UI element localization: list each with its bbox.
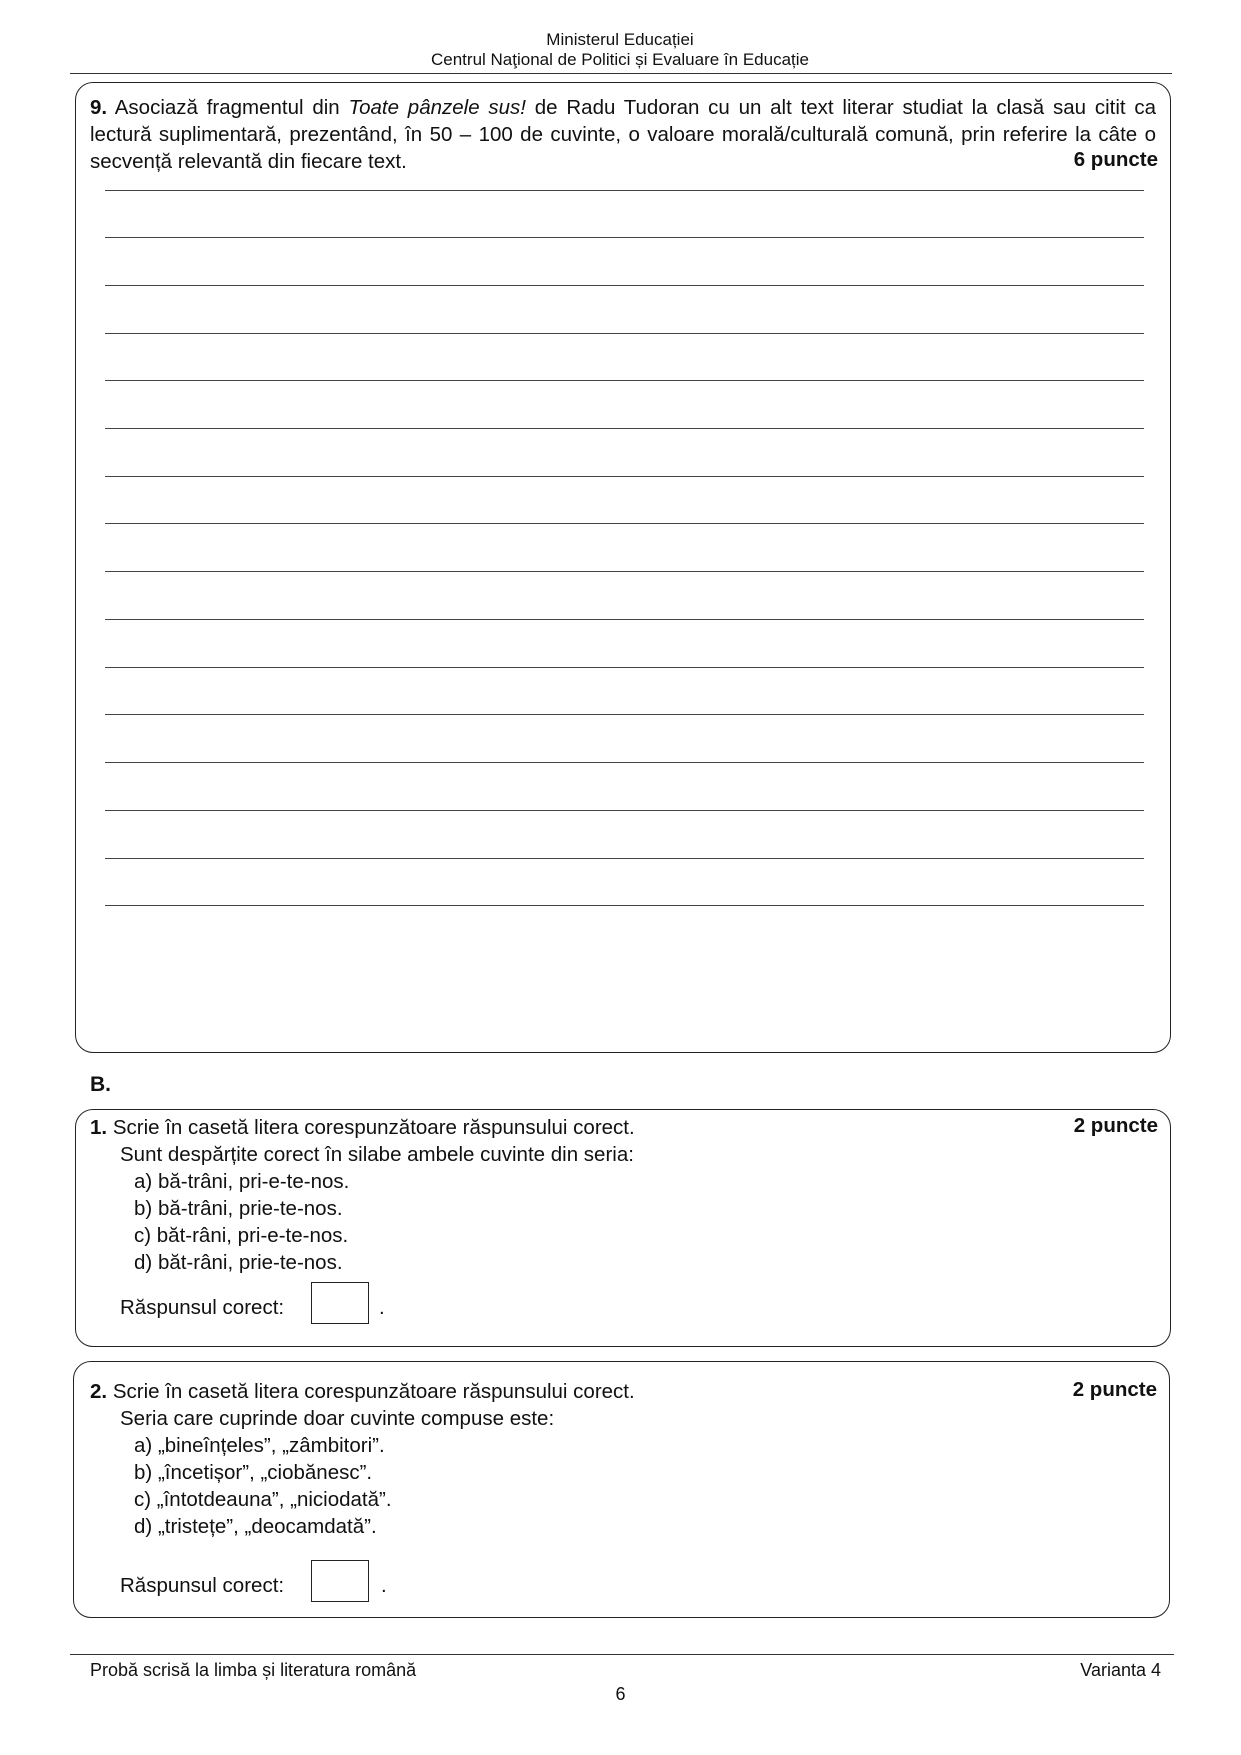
question-9-text-before: Asociază fragmentul din xyxy=(107,96,349,119)
answer-line-15[interactable] xyxy=(105,858,1144,859)
question-b1-number: 1. xyxy=(90,1116,108,1139)
answer-line-6[interactable] xyxy=(105,428,1144,429)
footer-divider xyxy=(70,1654,1174,1655)
answer-line-3[interactable] xyxy=(105,285,1144,286)
question-b1-points: 2 puncte xyxy=(1073,1114,1158,1137)
question-b2-answer-label: Răspunsul corect: xyxy=(120,1574,285,1597)
question-b1-instruction: Scrie în casetă litera corespunzătoare răspunsului corect. xyxy=(112,1116,635,1139)
question-b2-points: 2 puncte xyxy=(1072,1378,1157,1401)
answer-line-16[interactable] xyxy=(105,905,1144,906)
question-b2-number: 2. xyxy=(90,1380,108,1403)
question-b2-question: Seria care cuprinde doar cuvinte compuse este: xyxy=(120,1407,555,1430)
page-number: 6 xyxy=(615,1684,626,1704)
question-b1-option-c: c) băt-râni, pri-e-te-nos. xyxy=(134,1224,349,1247)
answer-line-4[interactable] xyxy=(105,333,1144,334)
question-b2-option-d: d) „tristețe”, „deocamdată”. xyxy=(134,1515,377,1538)
question-b1-option-d: d) băt-râni, prie-te-nos. xyxy=(134,1251,343,1274)
question-b1-question: Sunt despărțite corect în silabe ambele cuvinte din seria: xyxy=(120,1143,634,1166)
footer-exam-title: Probă scrisă la limba și literatura română xyxy=(90,1660,417,1680)
question-b2-option-c: c) „întotdeauna”, „niciodată”. xyxy=(134,1488,392,1511)
answer-line-7[interactable] xyxy=(105,476,1144,477)
header-divider xyxy=(70,73,1172,74)
question-9-box xyxy=(75,82,1171,1053)
question-b2-answer-box[interactable] xyxy=(311,1560,369,1602)
answer-line-8[interactable] xyxy=(105,523,1144,524)
answer-line-11[interactable] xyxy=(105,667,1144,668)
answer-line-12[interactable] xyxy=(105,714,1144,715)
question-b2-box xyxy=(73,1361,1170,1618)
answer-line-2[interactable] xyxy=(105,237,1144,238)
answer-line-14[interactable] xyxy=(105,810,1144,811)
question-b2-instruction-row xyxy=(90,1378,635,1405)
question-9-number: 9. xyxy=(90,96,108,119)
answer-line-5[interactable] xyxy=(105,380,1144,381)
question-9-text xyxy=(90,94,1156,175)
question-b2-answer-period: . xyxy=(381,1574,387,1597)
question-b1-answer-label: Răspunsul corect: xyxy=(120,1296,285,1319)
answer-line-10[interactable] xyxy=(105,619,1144,620)
header-ministry: Ministerul Educației xyxy=(546,30,694,49)
page-header xyxy=(70,30,1170,70)
question-9-title: Toate pânzele sus! xyxy=(348,96,526,119)
header-center: Centrul Naţional de Politici și Evaluare în Educație xyxy=(431,50,809,69)
question-b2-option-a: a) „bineînțeles”, „zâmbitori”. xyxy=(134,1434,385,1457)
question-b1-answer-box[interactable] xyxy=(311,1282,369,1324)
question-b2-instruction: Scrie în casetă litera corespunzătoare răspunsului corect. xyxy=(112,1380,635,1403)
answer-line-1[interactable] xyxy=(105,190,1144,191)
question-b1-option-a: a) bă-trâni, pri-e-te-nos. xyxy=(134,1170,350,1193)
question-b1-box xyxy=(75,1109,1171,1347)
question-9-points: 6 puncte xyxy=(1073,148,1158,171)
answer-line-13[interactable] xyxy=(105,762,1144,763)
question-b1-option-b: b) bă-trâni, prie-te-nos. xyxy=(134,1197,343,1220)
question-b1-answer-period: . xyxy=(379,1296,385,1319)
answer-line-9[interactable] xyxy=(105,571,1144,572)
question-b1-instruction-row xyxy=(90,1114,635,1141)
question-9-text-after: de Radu Tudoran cu un alt text literar studiat la clasă sau citit ca lectură suplimentară, prezentând, în 50 – 100 de cuvinte, o valoare morală/culturală comună, prin referire la câte o secvență relevantă din fiecare text. xyxy=(90,96,1157,173)
footer-variant: Varianta 4 xyxy=(1080,1660,1161,1680)
question-b2-option-b: b) „încetișor”, „ciobănesc”. xyxy=(134,1461,373,1484)
section-b-label: B. xyxy=(90,1073,111,1096)
